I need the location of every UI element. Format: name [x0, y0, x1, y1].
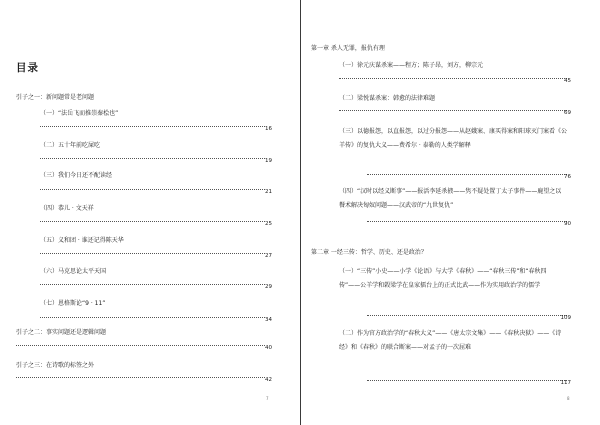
page-number: 76	[564, 174, 571, 180]
page-number: 117	[560, 380, 571, 386]
folio: 7	[266, 396, 269, 401]
right-page	[301, 0, 600, 425]
page-number: 19	[265, 158, 272, 164]
dot-leader	[367, 380, 567, 381]
toc-item-label: （一）“三传”小史——小学《论语》与大学《春秋》——“春秋三传”和“春秋四传”——公羊学和榖梁学在皇家擂台上的正式比武——作为实用政治学的儒学	[339, 268, 547, 289]
dot-leader	[40, 284, 265, 285]
toc-title: 目录	[16, 62, 39, 74]
toc-item-label: （二）作为官方政治学的“春秋大义”——《唐太宗文集》——《春秋决狱》——《诗经》和《春秋》的联合断案——对孟子的一次屈难	[339, 330, 562, 351]
dot-leader	[339, 78, 567, 79]
dot-leader	[16, 377, 265, 378]
dot-leader	[40, 317, 265, 318]
dot-leader	[339, 110, 567, 111]
toc-item-label: （一）徐元庆谋杀案——程方；陈子昂，刘方，柳宗元	[339, 62, 484, 69]
page-number: 69	[564, 110, 571, 116]
dot-leader	[367, 221, 567, 222]
toc-item-label: （三）我们今日还不配读经	[40, 172, 113, 179]
page-number: 109	[560, 315, 571, 321]
dot-leader	[40, 253, 265, 254]
page-number: 21	[265, 189, 272, 195]
toc-item-label: （一）“法岳飞而推崇秦桧也”	[40, 110, 119, 117]
toc-item-label: （五）义和团 · 谁还记得陈天华	[40, 237, 124, 244]
page-number: 27	[265, 253, 272, 259]
dot-leader	[40, 221, 265, 222]
page-number: 29	[265, 284, 272, 290]
page-number: 16	[265, 126, 272, 132]
page-number: 42	[265, 377, 272, 383]
dot-leader	[16, 345, 265, 346]
toc-item-label: （七）恩格斯论“9 · 11”	[40, 300, 106, 307]
dot-leader	[40, 126, 265, 127]
toc-item-label: （四）恭儿 · 文天祥	[40, 205, 94, 212]
page-number: 90	[564, 221, 571, 227]
folio: 8	[567, 396, 570, 401]
toc-item-label: （二）梁悦谋杀案：韩愈的法律难题	[339, 95, 436, 102]
dot-leader	[367, 315, 567, 316]
dot-leader	[40, 189, 265, 190]
toc-item-label: （三）以德报怨，以直报怨，以过分报怨——从赵娥案、康买得案和阳球灭门案看《公羊传》的复仇大义——费希尔 · 泰勒的人类学解释	[339, 128, 568, 149]
intro3-heading: 引子之三：在诗歌的标签之外	[16, 362, 95, 369]
chapter1-heading: 第一章 杀人无罪，报仇有理	[311, 45, 385, 52]
toc-item-label: （六）马克思论太平天国	[40, 268, 107, 275]
page-number: 34	[265, 317, 272, 323]
intro2-heading: 引子之二：事实问题还是逻辑问题	[16, 329, 107, 336]
page-number: 45	[564, 78, 571, 84]
intro1-heading: 引子之一：新问题常是老问题	[16, 94, 95, 101]
dot-leader	[367, 174, 567, 175]
page-number: 40	[265, 345, 272, 351]
dot-leader	[40, 158, 265, 159]
toc-item-label: （四）“汉时以经义断事”——报活李延杀掖——隽不疑处置丁太子事件——鹿望之以餐术解决匈奴问题——汉武帝的“九世复仇”	[339, 188, 562, 209]
page-number: 25	[265, 221, 272, 227]
toc-item-label: （二）五十年前吃屎吃	[40, 142, 101, 149]
chapter2-heading: 第二章 一经三传：哲学、历史、还是政治？	[311, 249, 427, 256]
